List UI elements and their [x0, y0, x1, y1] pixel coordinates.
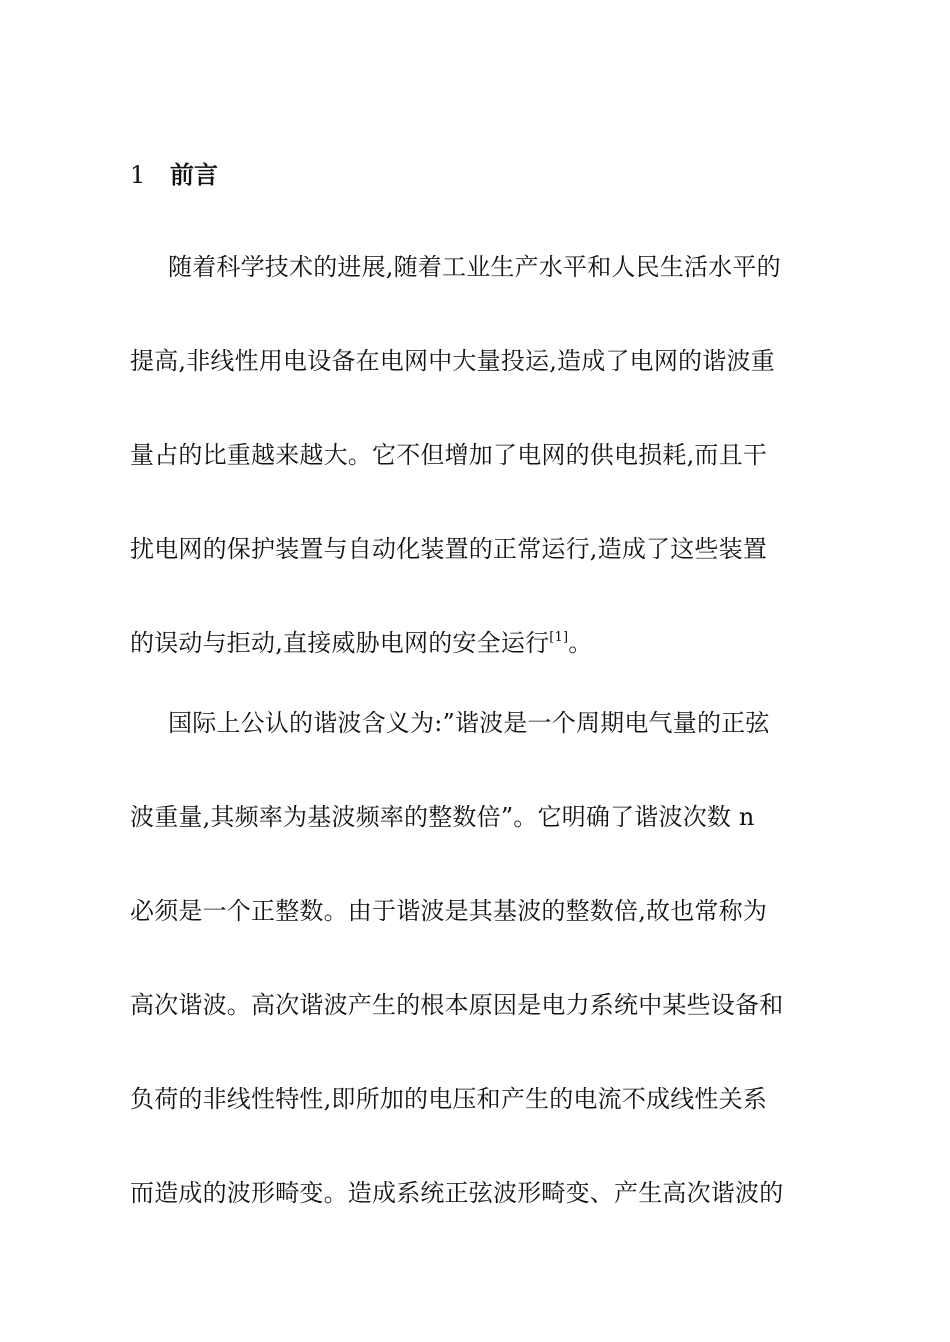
- paragraph-1-end-mark: 。: [568, 629, 593, 657]
- paragraph-1-line-3: 量占的比重越来越大。它不但增加了电网的供电损耗,而且干: [130, 441, 768, 469]
- section-heading: [130, 158, 218, 192]
- paragraph-2-line-2: 波重量,其频率为基波频率的整数倍”。它明确了谐波次数 n: [130, 803, 755, 831]
- section-number: 1: [130, 161, 146, 189]
- paragraph-2-line-5: 负荷的非线性特性,即所加的电压和产生的电流不成线性关系: [130, 1085, 768, 1113]
- paragraph-1-line-5-text: 的误动与拒动,直接威胁电网的安全运行: [130, 629, 550, 657]
- paragraph-2-line-4: 高次谐波。高次谐波产生的根本原因是电力系统中某些设备和: [130, 991, 784, 1019]
- paragraph-1-line-4: 扰电网的保护装置与自动化装置的正常运行,造成了这些装置: [130, 535, 768, 563]
- paragraph-2-line-3: 必须是一个正整数。由于谐波是其基波的整数倍,故也常称为: [130, 897, 768, 925]
- citation-ref-1: [1]: [549, 630, 569, 645]
- paragraph-1-line-2: 提高,非线性用电设备在电网中大量投运,造成了电网的谐波重: [130, 347, 775, 375]
- paragraph-2-line-6: 而造成的波形畸变。造成系统正弦波形畸变、产生高次谐波的: [130, 1179, 784, 1207]
- section-title: 前言: [170, 161, 218, 189]
- paragraph-2-line-1: 国际上公认的谐波含义为:”谐波是一个周期电气量的正弦: [168, 709, 770, 737]
- paragraph-1-line-5: [130, 626, 592, 660]
- paragraph-1-line-1: 随着科学技术的进展,随着工业生产水平和人民生活水平的: [168, 253, 781, 281]
